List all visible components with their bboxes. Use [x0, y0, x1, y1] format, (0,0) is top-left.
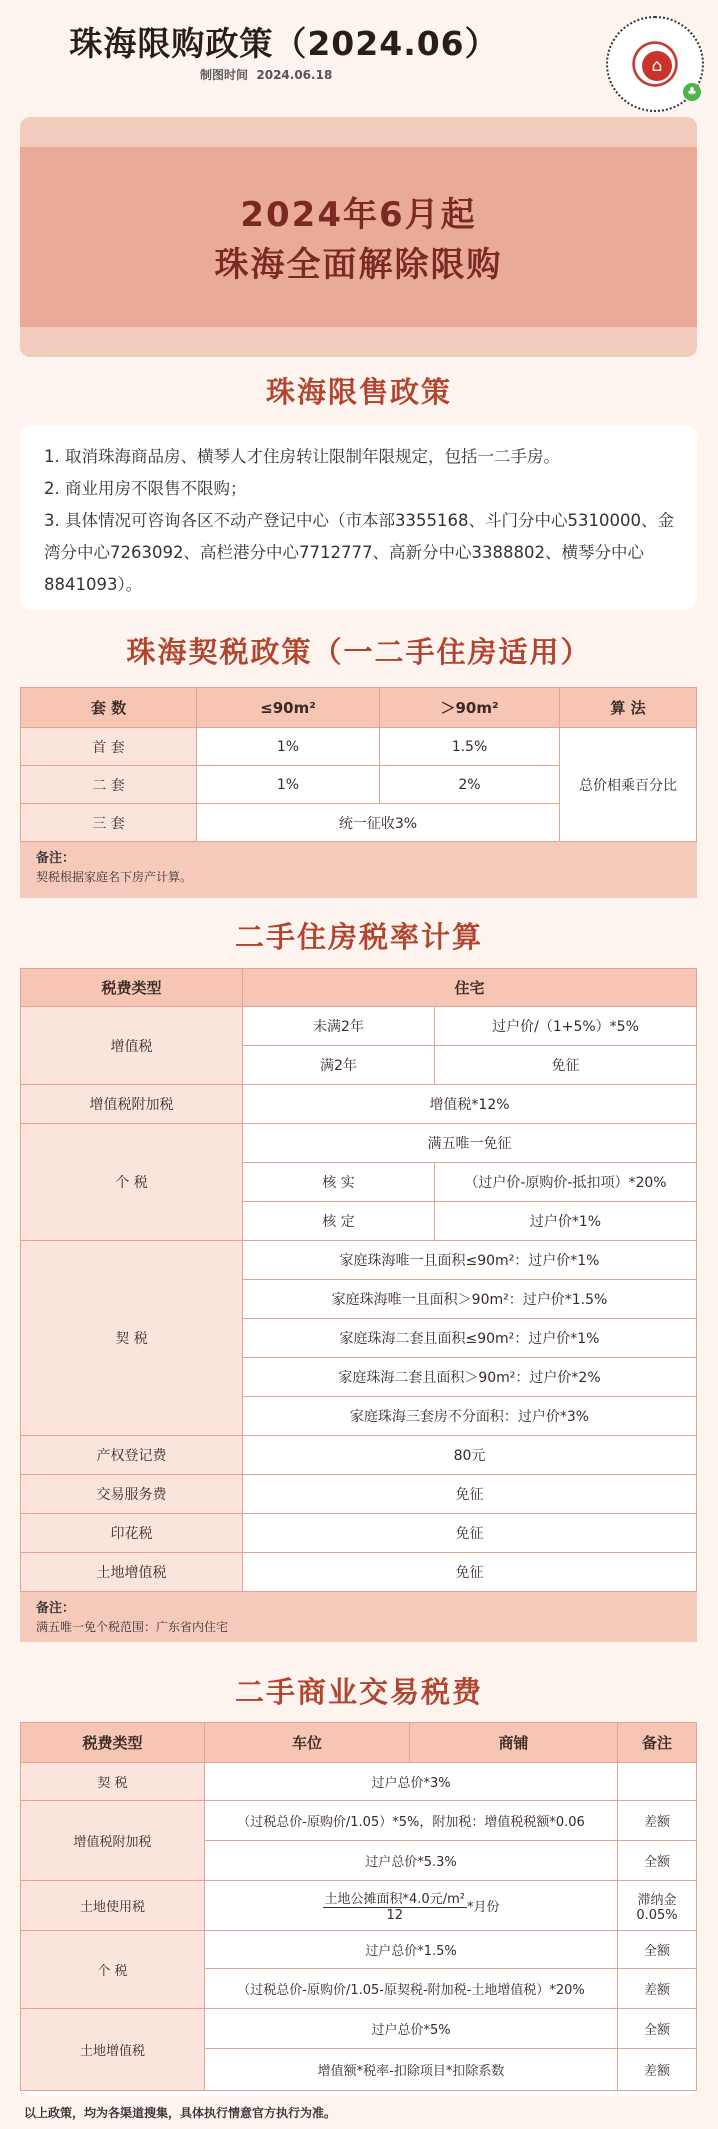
col-header: 算 法: [560, 688, 697, 728]
row-label: 个 税: [21, 1931, 205, 2009]
remark-cell: [618, 1763, 697, 1801]
footer-note: 以上政策，均为各渠道搜集，具体执行情意官方执行为准。: [24, 2106, 337, 2120]
table-cell: 过户价*1%: [435, 1202, 697, 1241]
table-cell: 满2年: [243, 1046, 435, 1085]
table-cell: 家庭珠海三套房不分面积：过户价*3%: [243, 1397, 697, 1436]
table-cell: 免征: [243, 1475, 697, 1514]
row-label: 三 套: [21, 804, 197, 842]
policy-item: 1. 取消珠海商品房、横琴人才住房转让限制年限规定，包括一二手房。: [44, 447, 560, 466]
headline-banner: [20, 117, 697, 357]
row-label: 交易服务费: [21, 1475, 243, 1514]
table-cell: 80元: [243, 1436, 697, 1475]
table-cell: 1.5%: [380, 728, 560, 766]
method-cell: 总价相乘百分比: [560, 728, 697, 842]
banner-line-2: 珠海全面解除限购: [214, 245, 503, 285]
qr-code[interactable]: [606, 16, 704, 112]
note-text: 契税根据家庭名下房产计算。: [36, 870, 193, 884]
table-cell: 未满2年: [243, 1007, 435, 1046]
header: [0, 0, 718, 110]
remark-cell: 差额: [618, 2049, 697, 2091]
table-cell: 1%: [197, 728, 380, 766]
remark-cell: 全额: [618, 2009, 697, 2049]
row-label: 增值税: [21, 1007, 243, 1085]
table-cell: （过税总价-原购价/1.05）*5%，附加税：增值税税额*0.06: [205, 1801, 618, 1841]
table-cell: 免征: [435, 1046, 697, 1085]
table-cell: 核 定: [243, 1202, 435, 1241]
table-cell: 家庭珠海二套且面积≤90m²：过户价*1%: [243, 1319, 697, 1358]
table-cell: 核 实: [243, 1163, 435, 1202]
commercial-card: [20, 1722, 697, 2096]
col-header: 税费类型: [21, 1723, 205, 1763]
secondhand-note: [20, 1592, 697, 1642]
col-header: 税费类型: [21, 969, 243, 1007]
row-label: 契 税: [21, 1241, 243, 1436]
table-cell: 免征: [243, 1553, 697, 1592]
table-cell: 过户总价*5%: [205, 2009, 618, 2049]
remark-cell: 全额: [618, 1931, 697, 1969]
col-header: 备注: [618, 1723, 697, 1763]
remark-cell: 滞纳金 0.05%: [618, 1881, 697, 1931]
table-cell: 家庭珠海二套且面积＞90m²：过户价*2%: [243, 1358, 697, 1397]
remark-cell: 全额: [618, 1841, 697, 1881]
row-label: 契 税: [21, 1763, 205, 1801]
banner-line-1: 2024年6月起: [240, 195, 477, 235]
note-title: 备注：: [36, 1601, 76, 1616]
table-cell: 过户总价*3%: [205, 1763, 618, 1801]
date-line: [200, 66, 332, 83]
fraction: [323, 1888, 467, 1923]
row-label: 土地增值税: [21, 1553, 243, 1592]
row-label: 首 套: [21, 728, 197, 766]
col-header: 商铺: [410, 1723, 618, 1763]
commercial-table: [20, 1722, 697, 2091]
table-cell: 免征: [243, 1514, 697, 1553]
row-label: 增值税附加税: [21, 1801, 205, 1881]
leaf-icon: ♣: [683, 83, 701, 101]
col-header: ≤90m²: [197, 688, 380, 728]
row-label: 印花税: [21, 1514, 243, 1553]
fraction-cell: [205, 1881, 618, 1931]
fraction-denominator: 12: [386, 1908, 403, 1923]
table-cell: 家庭珠海唯一且面积≤90m²：过户价*1%: [243, 1241, 697, 1280]
table-cell: 统一征收3%: [197, 804, 560, 842]
policy-item: 2. 商业用房不限售不限购；: [44, 479, 247, 498]
table-cell: 2%: [380, 766, 560, 804]
table-cell: 满五唯一免征: [243, 1124, 697, 1163]
deed-table: [20, 687, 697, 842]
deed-heading: 珠海契税政策（一二手住房适用）: [126, 635, 592, 669]
remark-cell: 差额: [618, 1801, 697, 1841]
table-cell: 增值税*12%: [243, 1085, 697, 1124]
table-cell: 家庭珠海唯一且面积＞90m²：过户价*1.5%: [243, 1280, 697, 1319]
page-title: 珠海限购政策（2024.06）: [69, 24, 499, 63]
row-label: 个 税: [21, 1124, 243, 1241]
policy-item: 3. 具体情况可咨询各区不动产登记中心（市本部3355168、斗门分中心5310000、金湾分中心7263092、高栏港分中心7712777、高新分中心3388802、横琴分中心8841093）。: [44, 511, 674, 594]
table-cell: 1%: [197, 766, 380, 804]
policy-card: [20, 425, 697, 610]
col-header: ＞90m²: [380, 688, 560, 728]
col-header: 住宅: [243, 969, 697, 1007]
policy-heading: 珠海限售政策: [265, 375, 452, 409]
commercial-heading: 二手商业交易税费: [234, 1675, 483, 1709]
deed-note: [20, 842, 697, 898]
secondhand-card: [20, 968, 697, 1634]
row-label: 土地使用税: [21, 1881, 205, 1931]
row-label: 土地增值税: [21, 2009, 205, 2091]
table-cell: （过户价-原购价-抵扣项）*20%: [435, 1163, 697, 1202]
table-cell: 过户总价*5.3%: [205, 1841, 618, 1881]
col-header: 套 数: [21, 688, 197, 728]
fraction-suffix: *月份: [466, 1900, 500, 1915]
home-icon: ⌂: [642, 51, 672, 81]
col-header: 车位: [205, 1723, 410, 1763]
row-label: 二 套: [21, 766, 197, 804]
note-title: 备注：: [36, 851, 76, 866]
row-label: 产权登记费: [21, 1436, 243, 1475]
table-cell: （过税总价-原购价/1.05-原契税-附加税-土地增值税）*20%: [205, 1969, 618, 2009]
table-cell: 过户价/（1+5%）*5%: [435, 1007, 697, 1046]
secondhand-heading: 二手住房税率计算: [234, 920, 483, 954]
note-text: 满五唯一免个税范围：广东省内住宅: [36, 1620, 229, 1634]
deed-card: [20, 687, 697, 897]
fraction-numerator: 土地公摊面积*4.0元/m²: [323, 1888, 467, 1908]
table-cell: 过户总价*1.5%: [205, 1931, 618, 1969]
row-label: 增值税附加税: [21, 1085, 243, 1124]
remark-cell: 差额: [618, 1969, 697, 2009]
date-label: 制图时间: [200, 68, 249, 82]
table-cell: 增值额*税率-扣除项目*扣除系数: [205, 2049, 618, 2091]
secondhand-table: [20, 968, 697, 1592]
date-value: 2024.06.18: [256, 68, 333, 82]
